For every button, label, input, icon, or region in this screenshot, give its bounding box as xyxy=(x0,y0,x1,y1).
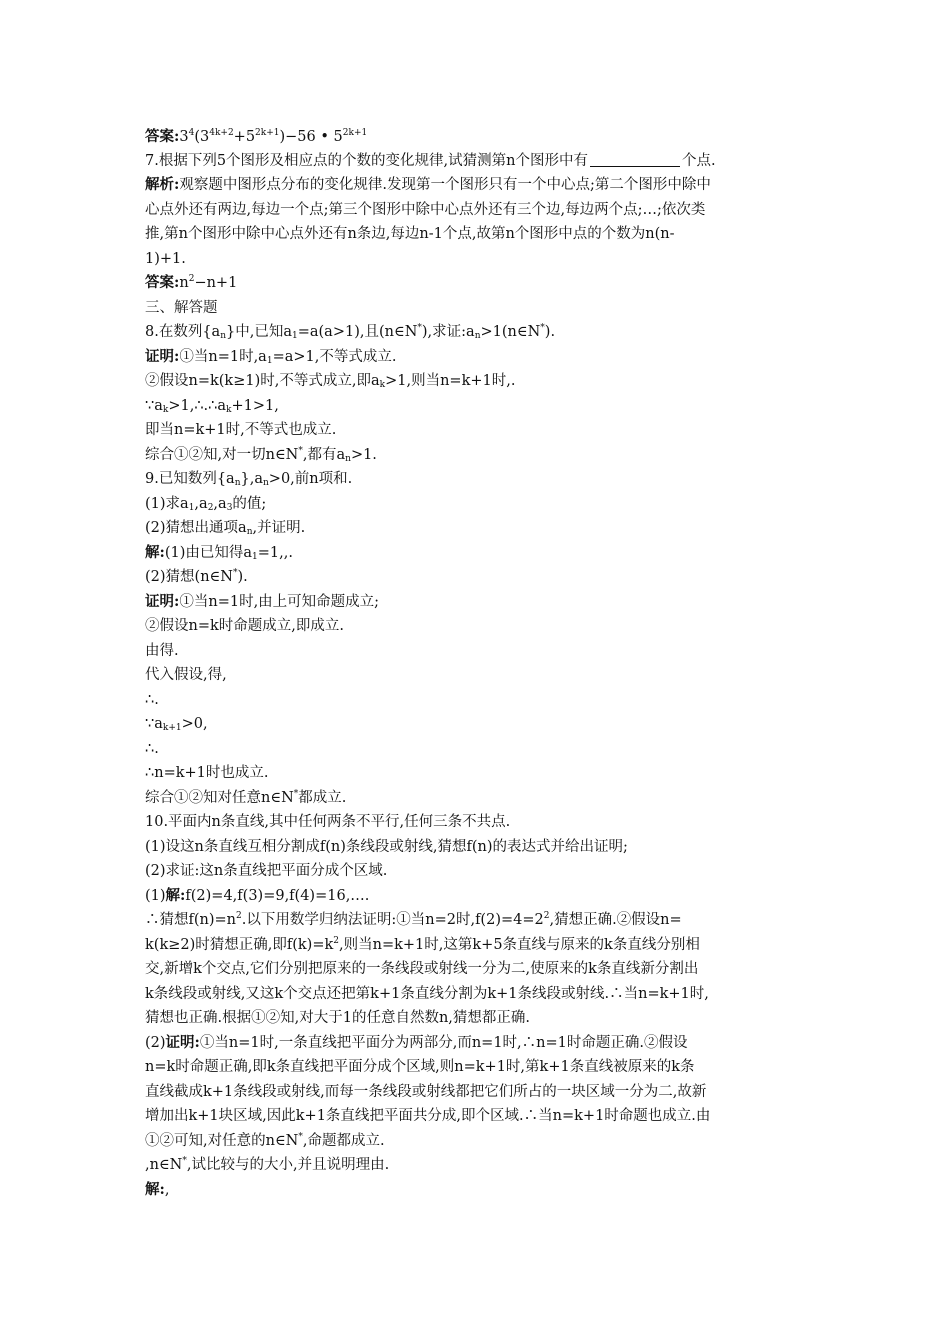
solution-10-line-4: 交,新增k个交点,它们分别把原来的一条线段或射线一分为二,使原来的k条直线新分割出 xyxy=(145,961,699,977)
proof-10-line-2: n=k时命题正确,即k条直线把平面分成个区域,则n=k+1时,第k+1条直线被原来的k条 xyxy=(145,1059,695,1075)
proof-9-line-4: 代入假设,得, xyxy=(145,667,227,683)
answer-blank xyxy=(590,152,680,167)
proof-8-line-4: 即当n=k+1时,不等式也成立. xyxy=(145,422,337,438)
solution-9-line-1: 解:(1)由已知得$a_1=1$,,. xyxy=(145,544,293,562)
answer-7: 答案$:n^2-n+1$ xyxy=(145,274,238,291)
proof-label: 证明: xyxy=(145,348,180,365)
solution-label: 解: xyxy=(145,1181,165,1198)
analysis-label: 解析: xyxy=(145,176,180,193)
proof-10-line-4: 增加出k+1块区域,因此k+1条直线把平面共分成,即个区域.∴当n=k+1时命题也成立.由 xyxy=(145,1108,711,1124)
proof-10-line-5: ①②可知,对任意的n∈N*,命题都成立. xyxy=(145,1132,385,1149)
proof-9-line-2: ②假设n=k时命题成立,即成立. xyxy=(145,618,344,634)
solution-10-line-5: k条线段或射线,又这k个交点还把第k+1条直线分割为k+1条线段或射线.∴当n=k+1时, xyxy=(145,986,709,1002)
solution-11: 解:, xyxy=(145,1181,170,1198)
proof-8-line-1: 证明:①当n=1时$,a_1=a>1$,不等式成立. xyxy=(145,348,397,366)
section-heading: 三、解答题 xyxy=(145,300,218,316)
solution-9-line-2: (2)猜想(n∈N*). xyxy=(145,568,248,585)
question-10-part-2: (2)求证:这n条直线把平面分成个区域. xyxy=(145,863,388,879)
proof-9-line-6: $\because a_{k+1}>0$, xyxy=(145,716,208,733)
question-8: 8.在数列$\{a_n\}$中,已知$a_1=a(a>1)$,且(n∈N*),求证$:a_n>1(n\in N^*)$. xyxy=(145,323,556,341)
proof-9-line-7: ∴. xyxy=(145,741,159,757)
question-9: 9.已知数列$\{a_n\},a_n>0$,前n项和. xyxy=(145,471,353,488)
proof-9-line-9: 综合①②知对任意n∈N*都成立. xyxy=(145,789,347,806)
proof-10-line-3: 直线截成k+1条线段或射线,而每一条线段或射线都把它们所占的一块区域一分为二,故新 xyxy=(145,1084,707,1100)
analysis-7-line-2: 心点外还有两边,每边一个点;第三个图形中除中心点外还有三个边,每边两个点;…;依次类 xyxy=(145,202,706,218)
proof-9-line-5: ∴. xyxy=(145,692,159,708)
proof-9-line-3: 由得. xyxy=(145,643,179,659)
question-7: 7.根据下列5个图形及相应点的个数的变化规律,试猜测第n个图形中有 个点. xyxy=(145,153,716,169)
solution-label: 解: xyxy=(165,887,186,904)
solution-10-line-3: k(k≥2)时猜想正确,即$f(k)=k^2$,则当n=k+1时,这第k+5条直线与原来的k条直线分别相 xyxy=(145,936,700,953)
question-10: 10.平面内n条直线,其中任何两条不平行,任何三条不共点. xyxy=(145,814,511,830)
proof-9-line-8: ∴n=k+1时也成立. xyxy=(145,765,269,781)
analysis-7-line-1: 解析:观察题中图形点分布的变化规律.发现第一个图形只有一个中心点;第二个图形中除中 xyxy=(145,176,711,193)
question-11: ,n∈N*,试比较与的大小,并且说明理由. xyxy=(145,1156,390,1173)
proof-8-line-2: ②假设n=k(k≥1)时,不等式成立,即$a_k>1$,则当n=k+1时,. xyxy=(145,373,516,390)
proof-8-line-3: $\because a_k>1,\therefore.\therefore a_k+1>1$, xyxy=(145,398,279,415)
solution-label: 解: xyxy=(145,544,165,561)
answer-6: 答案$:3^4(3^{4k+2}+5^{2k+1})-56$ • $5^{2k+1}$ xyxy=(145,128,368,145)
question-10-part-1: (1)设这n条直线互相分割成f(n)条线段或射线,猜想f(n)的表达式并给出证明; xyxy=(145,839,628,855)
proof-label: 证明: xyxy=(165,1034,200,1051)
proof-8-line-5: 综合①②知,对一切n∈N*,都有$a_n>1$. xyxy=(145,446,377,464)
question-9-part-2: (2)猜想出通项$a_n$,并证明. xyxy=(145,520,306,537)
proof-10-line-1: (2)证明:①当n=1时,一条直线把平面分为两部分,而n=1时,∴n=1时命题正确.②假设 xyxy=(145,1034,688,1051)
question-9-part-1: (1)求$a_1,a_2,a_3$的值; xyxy=(145,496,267,513)
solution-10-line-2: ∴猜想$f(n)=n^2$.以下用数学归纳法证明:①当n=2时$,f(2)=4=2^2$,猜想正确.②假设n= xyxy=(145,911,682,928)
solution-10-line-1: (1)解:f(2)=4,f(3)=9,f(4)=16,…. xyxy=(145,887,370,904)
solution-10-line-6: 猜想也正确.根据①②知,对大于1的任意自然数n,猜想都正确. xyxy=(145,1010,530,1026)
analysis-7-line-3: 推,第n个图形中除中心点外还有n条边,每边n-1个点,故第n个图形中点的个数为n(n- xyxy=(145,226,675,242)
proof-label: 证明: xyxy=(145,593,180,610)
analysis-7-line-4: 1)+1. xyxy=(145,251,186,267)
proof-9-line-1: 证明:①当n=1时,由上可知命题成立; xyxy=(145,593,380,610)
answer-label: 答案: xyxy=(145,274,180,291)
answer-label: 答案: xyxy=(145,128,180,145)
